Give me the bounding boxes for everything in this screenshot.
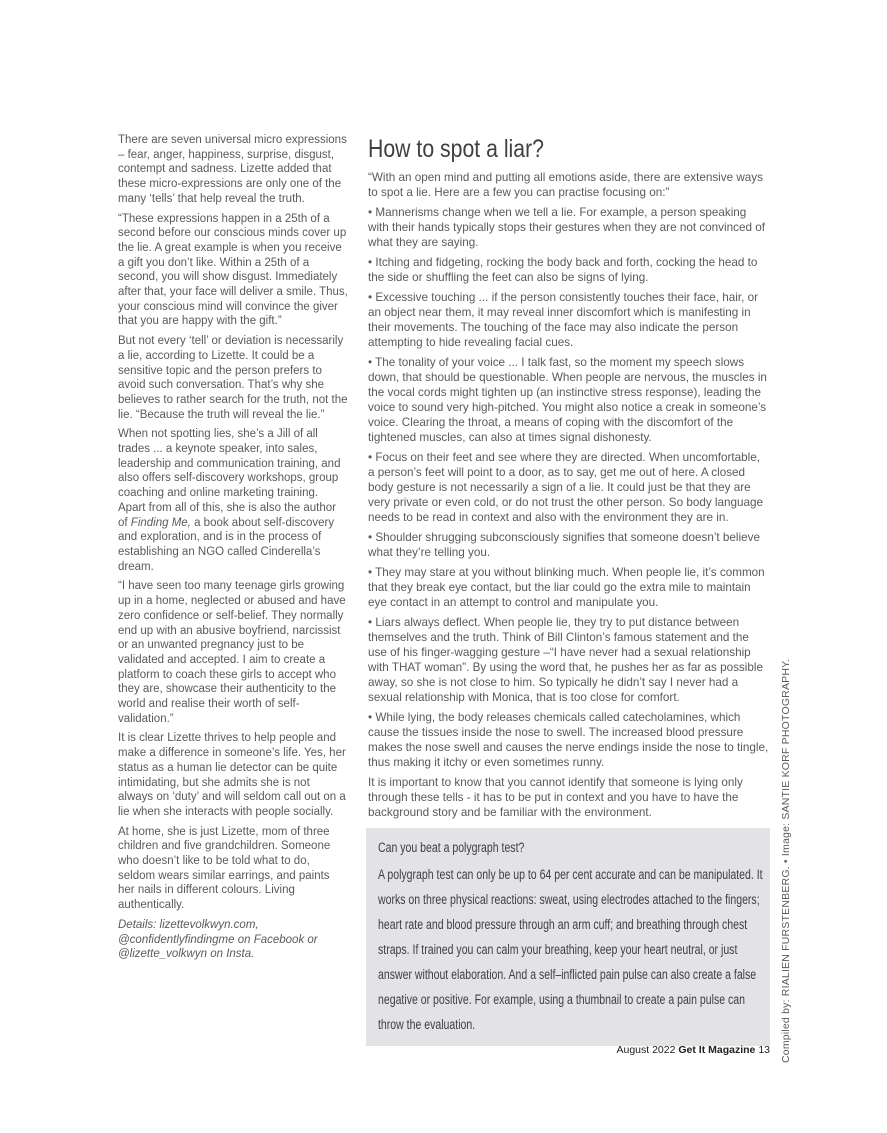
bullet-item: • Liars always deflect. When people lie, they try to put distance between themselves and the truth. Think of Bill Clinton’s famous statement and the use of his finger-wagging gesture –“I have never had a sexual relationship with THAT woman”. By using the word that, he pushes her as far as possible away, so she is not close to him. So typically he didn’t say I never had a sexual relationship with Monica, that is too close for comfort. <box>368 616 763 704</box>
body-paragraph: But not every ‘tell’ or deviation is necessarily a lie, according to Lizette. It could be a sensitive topic and the person prefers to avoid such conversation. That’s why she believes to rather search for the truth, not the lie. “Because the truth will reveal the lie.” <box>118 335 348 421</box>
bullet-item: • They may stare at you without blinking much. When people lie, it’s common that they break eye contact, but the liar could go the extra mile to maintain eye contact in an attempt to control and manipulate you. <box>368 566 765 609</box>
polygraph-box-title: Can you beat a polygraph test? <box>378 840 525 855</box>
right-column <box>368 136 769 825</box>
body-paragraph: It is clear Lizette thrives to help people and make a difference in someone’s life. Yes, her status as a human lie detector can be quite intimidating, but she admits she is not always on ‘duty’ and will seldom call out on a lie when she interacts with people socially. <box>118 732 346 818</box>
photo-credit-vertical: Compiled by: RIALIEN FURSTENBERG. • Image: SANTIE KORF PHOTOGRAPHY. <box>780 658 792 1063</box>
body-paragraph: When not spotting lies, she’s a Jill of all trades ... a keynote speaker, into sales, leadership and communication training, and also offers self-discovery workshops, group coaching and online marketing training. Apart from all of this, she is also the author of Finding Me, a book about self-discovery and exploration, and is in the process of establishing an NGO called Cinderella’s dream. <box>118 428 341 573</box>
bullet-item: • Mannerisms change when we tell a lie. For example, a person speaking with their hands typically stops their gestures when they are not convinced of what they are saying. <box>368 206 765 249</box>
bullet-item: • While lying, the body releases chemicals called catecholamines, which cause the tissues inside the nose to swell. The increased blood pressure makes the nose swell and causes the nerve endings inside the nose to tingle, thus making it itchy or even sometimes runny. <box>368 711 769 769</box>
page-footer <box>400 1044 770 1056</box>
body-paragraph: “I have seen too many teenage girls growing up in a home, neglected or abused and have zero confidence or self-belief. They normally end up with an abusive boyfriend, narcissist or an unwanted pregnancy just to be validated and accepted. I aim to create a platform to coach these girls to accept who they are, showcase their authenticity to the world and realise their worth of self-validation.” <box>118 580 346 725</box>
footer-issue: August 2022 <box>616 1044 676 1056</box>
polygraph-sidebar-box <box>366 828 770 1046</box>
intro-paragraph: “With an open mind and putting all emotions aside, there are extensive ways to spot a lie. Here are a few you can practise focusing on:” <box>368 171 763 199</box>
body-paragraph: At home, she is just Lizette, mom of three children and five grandchildren. Someone who doesn’t like to be told what to do, seldom wears similar earrings, and paints her nails in different colours. Living authentically. <box>118 825 331 912</box>
polygraph-box-body: A polygraph test can only be up to 64 per cent accurate and can be manipulated. It works on three physical reactions: sweat, using electrodes attached to the fingers; heart rate and blood pressure through an arm cuff; and breathing through chest straps. If trained you can calm your breathing, keep your heart neutral, or just answer without elaboration. And a self–inflicted pain pulse can also create a false negative or positive. For example, using a thumbnail to create a pain pulse can throw the evaluation. <box>378 867 763 1032</box>
polygraph-box-content <box>378 836 768 1037</box>
body-paragraph: “These expressions happen in a 25th of a second before our conscious minds cover up the lie. A great example is when you receive a gift you don’t like. Within a 25th of a second, you will show disgust. Immediately after that, your face will deliver a smile. Thus, your conscious mind will convince the giver that you are happy with the gift.” <box>118 212 348 328</box>
closing-paragraph: It is important to know that you cannot identify that someone is lying only through these tells - it has to be put in context and you have to have the background story and be familiar with the environment. <box>368 776 743 819</box>
bullet-list <box>368 205 769 770</box>
bullet-item: • Focus on their feet and see where they are directed. When uncomfortable, a person’s feet will point to a door, as to say, get me out of here. A closed body gesture is not necessarily a sign of a lie. It could just be that they are very private or even cold, or do not trust the other person. So body language needs to be read in context and also with the environment they are in. <box>368 451 764 524</box>
left-column-paragraphs <box>118 133 348 967</box>
bullet-item: • Itching and fidgeting, rocking the body back and forth, cocking the head to the side or shuffling the feet can also be signs of lying. <box>368 256 758 284</box>
bullet-item: • The tonality of your voice ... I talk fast, so the moment my speech slows down, that should be questionable. When people are nervous, the muscles in the vocal cords might tighten up (an instinctive stress response), leading the voice to sound very high-pitched. You might also notice a creak in someone’s voice. Clearing the throat, a means of coping with the discomfort of the tightened muscles, can also at times signal dishonesty. <box>368 356 767 444</box>
body-paragraph: Details: lizettevolkwyn.com, @confidentlyfindingme on Facebook or @lizette_volkwyn on Insta. <box>118 918 318 961</box>
article-heading: How to spot a liar? <box>368 135 544 163</box>
bullet-item: • Excessive touching ... if the person consistently touches their face, hair, or an object near them, it may reveal inner discomfort which is manifesting in their movements. The touching of the face may also indicate the person attempting to hide revealing facial cues. <box>368 291 758 349</box>
body-paragraph: There are seven universal micro expressions – fear, anger, happiness, surprise, disgust, contempt and sadness. Lizette added that these micro-expressions are only one of the many ‘tells’ that help reveal the truth. <box>118 134 347 205</box>
bullet-item: • Shoulder shrugging subconsciously signifies that someone doesn’t believe what they’re telling you. <box>368 531 760 559</box>
footer-magazine-title: Get It Magazine <box>678 1044 756 1056</box>
footer-page-number: 13 <box>758 1044 770 1056</box>
